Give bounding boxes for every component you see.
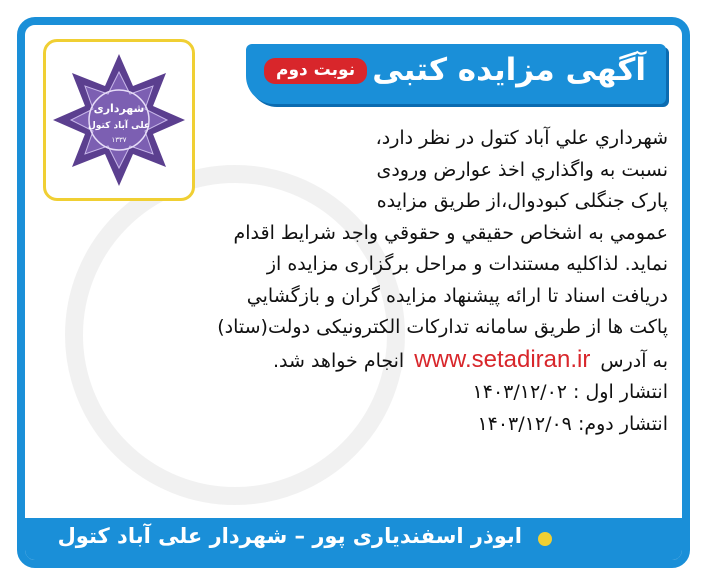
publication-first (43, 377, 668, 409)
bullet-icon (538, 532, 552, 546)
body-line: عمومي به اشخاص حقيقي و حقوقي واجد شرايط اقدام (233, 221, 668, 244)
publication-second-date: ۱۴۰۳/۱۲/۰۹ (477, 412, 572, 435)
address-suffix: انجام خواهد شد. (272, 349, 405, 372)
notice-title: آگهی مزایده کتبی (372, 52, 646, 88)
publication-second-label: انتشار دوم: (577, 412, 668, 435)
publication-first-date: ۱۴۰۳/۱۲/۰۲ (472, 381, 567, 403)
mayor-signature: ابوذر اسفندیاری پور – شهردار علی آباد کتول (57, 524, 522, 548)
notice-body-top (128, 123, 668, 249)
publication-second (43, 409, 668, 441)
logo-text-line-3: ۱۳۳۷ (111, 136, 127, 144)
round-badge: نوبت دوم (264, 58, 367, 84)
body-line: دريافت اسناد تا ارائه پيشنهاد مزايده گران و بازگشايي (246, 284, 668, 307)
logo-text-line-1: شهرداری (93, 102, 145, 115)
footer-bar (25, 518, 682, 560)
body-line: شهرداري علي آباد کتول در نظر دارد، (375, 127, 668, 149)
address-prefix: به آدرس (600, 349, 668, 372)
body-line: پارک جنگلی کبودوال،از طريق مزايده (376, 190, 668, 212)
notice-frame (17, 17, 690, 568)
address-line (43, 344, 668, 378)
body-line: پاکت ها از طريق سامانه تدارکات الکترونيکی دولت(ستاد) (217, 316, 668, 338)
website-link[interactable]: www.setadiran.ir (414, 345, 591, 373)
title-banner (246, 44, 666, 104)
notice-content (25, 25, 682, 560)
notice-body-bottom (43, 249, 668, 440)
body-line: نمايد. لذاکلیه مستندات و مراحل برگزاری مزایده از (266, 253, 668, 275)
body-line: نسبت به واگذاري اخذ عوارض ورودی (376, 158, 668, 181)
logo-text-line-2: علی آباد کتول (87, 121, 151, 131)
publication-first-label: انتشار اول : (573, 381, 668, 403)
